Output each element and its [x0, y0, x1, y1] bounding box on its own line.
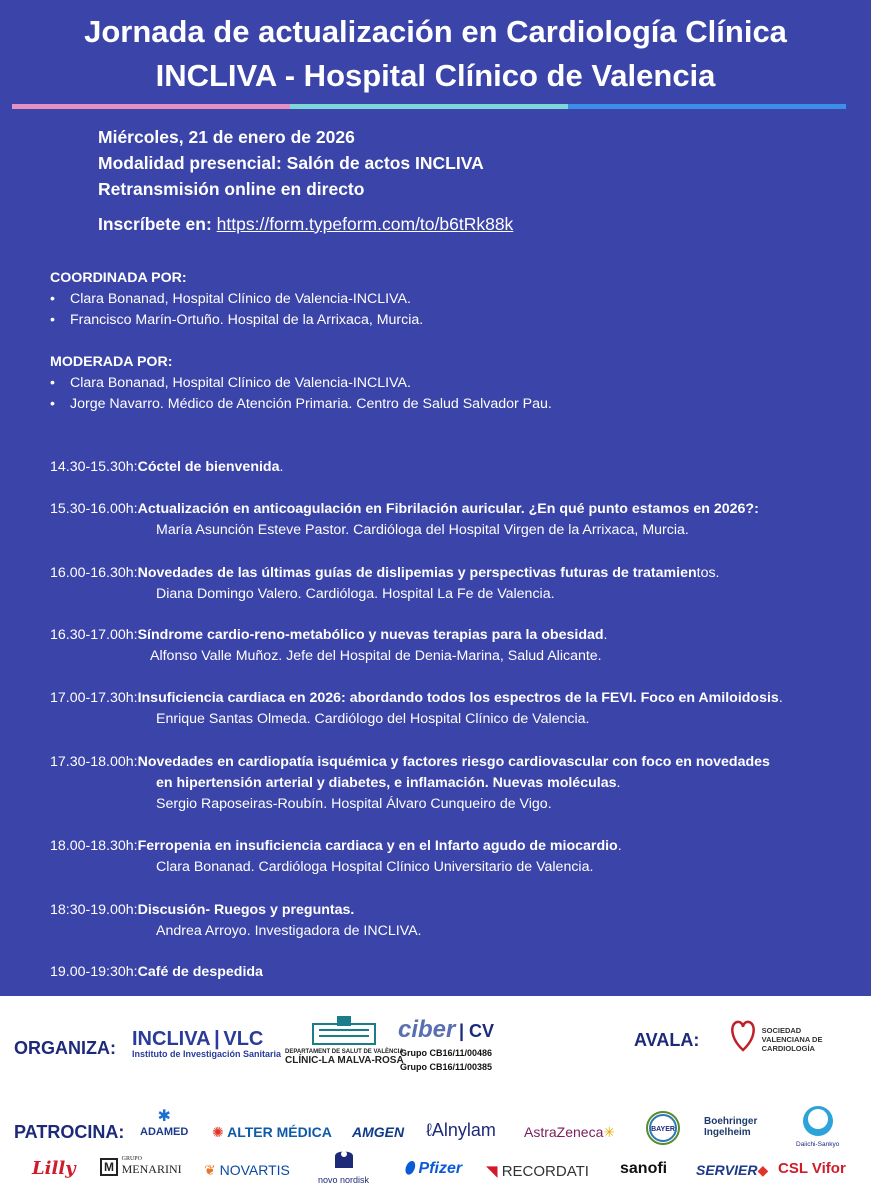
program-item	[50, 900, 850, 942]
novonordisk-name: novo nordisk	[318, 1175, 370, 1185]
program-title: Cóctel de bienvenida	[137, 459, 280, 475]
alnylam-logo	[426, 1120, 496, 1141]
recordati-name: RECORDATI	[501, 1163, 589, 1180]
program-time: 19.00-19:30h:	[50, 964, 138, 980]
sanofi-logo: sanofi	[620, 1160, 668, 1177]
ciber-group-2: Grupo CB16/11/00385	[400, 1062, 493, 1072]
hospital-building-icon	[309, 1014, 379, 1046]
menarini-logo	[100, 1156, 182, 1177]
program-suffix: .	[616, 775, 621, 791]
program-title: Novedades de las últimas guías de dislipemias y perspectivas futuras de tratamien	[137, 565, 697, 581]
ciber-name: ciber	[398, 1016, 456, 1043]
program-speaker: Diana Domingo Valero. Cardióloga. Hospital La Fe de Valencia.	[156, 586, 555, 602]
daiichi-circle-icon	[801, 1104, 835, 1138]
heart-icon	[728, 1014, 758, 1054]
program-time: 17.30-18.00h:	[50, 754, 138, 770]
recordati-icon: ◥	[486, 1163, 498, 1180]
snowflake-icon: ✱	[157, 1108, 171, 1125]
astrazeneca-name: AstraZeneca	[524, 1124, 604, 1140]
program-time: 16.30-17.00h:	[50, 627, 138, 643]
program-time: 15.30-16.00h:	[50, 501, 138, 517]
boehringer-logo: Boehringer Ingelheim	[704, 1116, 758, 1138]
ciber-cv: CV	[469, 1021, 495, 1041]
bayer-cross-icon	[645, 1110, 681, 1146]
moderator-item: • Jorge Navarro. Médico de Atención Primaria. Centro de Salud Salvador Pau.	[50, 394, 552, 415]
program-item	[50, 563, 850, 605]
incliva-subtitle: Instituto de Investigación Sanitaria	[132, 1049, 282, 1059]
bayer-text: BAYER	[651, 1126, 675, 1133]
daiichi-logo	[796, 1104, 839, 1148]
ciber-separator: |	[459, 1021, 470, 1041]
coordinator-item: • Clara Bonanad, Hospital Clínico de Valencia-INCLIVA.	[50, 289, 423, 310]
program-speaker: Enrique Santas Olmeda. Cardiólogo del Hospital Clínico de Valencia.	[156, 711, 590, 727]
moderated-heading: MODERADA POR:	[50, 354, 173, 370]
patrocina-label: PATROCINA:	[14, 1122, 125, 1142]
program-title: Síndrome cardio-reno-metabólico y nuevas terapias para la obesidad	[137, 627, 604, 643]
pfizer-pill-icon: ⬮	[404, 1160, 415, 1177]
program-speaker: Andrea Arroyo. Investigadora de INCLIVA.	[156, 923, 422, 939]
novonordisk-logo	[318, 1146, 369, 1185]
program-speaker: María Asunción Esteve Pastor. Cardióloga del Hospital Virgen de la Arrixaca, Murcia.	[156, 522, 689, 538]
program-suffix: .	[603, 627, 608, 643]
novartis-name: NOVARTIS	[219, 1162, 290, 1178]
adamed-name: ADAMED	[140, 1126, 189, 1138]
svc-line-3: CARDIOLOGÍA	[761, 1044, 815, 1053]
daiichi-name: Daiichi-Sankyo	[796, 1141, 840, 1148]
adamed-logo	[140, 1106, 188, 1138]
amgen-logo: AMGEN	[352, 1124, 405, 1140]
event-date: Miércoles, 21 de enero de 2026	[98, 127, 355, 147]
servier-logo	[696, 1162, 768, 1179]
sponsors-footer	[0, 996, 871, 1200]
astrazeneca-icon: ✳	[603, 1124, 616, 1140]
program-item	[50, 688, 850, 730]
coordinator-item: • Francisco Marín-Ortuño. Hospital de la Arrixaca, Murcia.	[50, 310, 423, 331]
divider-segment-blue	[568, 104, 846, 109]
program-item	[50, 752, 850, 815]
coordinated-heading: COORDINADA POR:	[50, 270, 187, 286]
program-time: 16.00-16.30h:	[50, 565, 138, 581]
moderator-item: • Clara Bonanad, Hospital Clínico de Valencia-INCLIVA.	[50, 373, 552, 394]
svc-line-2: VALENCIANA DE	[761, 1035, 823, 1044]
apis-bull-icon	[331, 1146, 357, 1172]
program-speaker: Alfonso Valle Muñoz. Jefe del Hospital de Denia-Marina, Salud Alicante.	[150, 648, 602, 664]
menarini-icon: M	[100, 1158, 118, 1176]
registration	[98, 211, 513, 237]
ciber-logo	[398, 1016, 494, 1044]
program-suffix: .	[279, 459, 284, 475]
program-title: Actualización en anticoagulación en Fibrilación auricular. ¿En qué punto estamos en 2026?:	[137, 501, 759, 517]
coordinated-section	[50, 268, 423, 331]
menarini-name: MENARINI	[121, 1162, 182, 1176]
menarini-grupo: GRUPO	[121, 1156, 142, 1162]
program-title: Café de despedida	[137, 964, 263, 980]
program-title: Ferropenia en insuficiencia cardiaca y en el Infarto agudo de miocardio	[137, 838, 618, 854]
program-speaker: Sergio Raposeiras-Roubín. Hospital Álvaro Cunqueiro de Vigo.	[156, 796, 552, 812]
program-suffix: .	[778, 690, 783, 706]
program-time: 18.00-18.30h:	[50, 838, 138, 854]
registration-label: Inscríbete en:	[98, 214, 212, 234]
program-item	[50, 499, 850, 541]
alnylam-icon: ℓ	[426, 1120, 432, 1140]
novartis-flame-icon: ❦	[204, 1162, 216, 1178]
program-suffix: .	[617, 838, 622, 854]
program-title-line2: en hipertensión arterial y diabetes, e inflamación. Nuevas moléculas	[156, 775, 617, 791]
organiza-label: ORGANIZA:	[14, 1038, 116, 1058]
recordati-logo	[486, 1162, 589, 1180]
lilly-logo: Lilly	[32, 1158, 76, 1179]
svc-line-1: SOCIEDAD	[761, 1026, 802, 1035]
alter-icon: ✺	[212, 1124, 224, 1140]
pfizer-name: Pfizer	[418, 1160, 463, 1177]
program-item	[50, 625, 850, 667]
program-suffix: tos.	[696, 565, 720, 581]
program-time: 18:30-19.00h:	[50, 902, 138, 918]
program-title: Novedades en cardiopatía isquémica y factores riesgo cardiovascular con foco en novedades	[137, 754, 770, 770]
astrazeneca-logo	[524, 1124, 615, 1141]
program-title: Insuficiencia cardiaca en 2026: abordando todos los espectros de la FEVI. Foco en Amiloidosis	[137, 690, 779, 706]
incliva-logo	[132, 1028, 281, 1059]
program-item	[50, 457, 850, 478]
moderated-section	[50, 352, 552, 415]
pfizer-logo	[404, 1160, 462, 1178]
ciber-group-1: Grupo CB16/11/00486	[400, 1048, 493, 1058]
program-item	[50, 836, 850, 878]
servier-name: SERVIER	[696, 1162, 758, 1178]
incliva-separator: |	[214, 1028, 220, 1050]
program-time: 17.00-17.30h:	[50, 690, 138, 706]
divider-segment-pink	[12, 104, 290, 109]
registration-link[interactable]: https://form.typeform.com/to/b6tRk88k	[216, 214, 514, 234]
page-title: Jornada de actualización en Cardiología Clínica	[84, 14, 787, 49]
program-item	[50, 962, 850, 983]
program-title: Discusión- Ruegos y preguntas.	[137, 902, 355, 918]
altermedica-logo	[212, 1124, 332, 1141]
color-divider	[12, 104, 846, 109]
malvarrosa-logo	[285, 1014, 404, 1066]
malvarrosa-name: CLÍNIC-LA MALVA-ROSA	[285, 1055, 404, 1066]
incliva-name: INCLIVA	[132, 1028, 211, 1050]
novartis-logo	[204, 1162, 290, 1179]
page-subtitle: INCLIVA - Hospital Clínico de Valencia	[155, 58, 716, 93]
event-mode: Modalidad presencial: Salón de actos INCLIVA	[98, 153, 484, 173]
incliva-vlc: VLC	[223, 1028, 264, 1050]
cslvifor-logo: CSL Vifor	[778, 1160, 846, 1177]
avala-label: AVALA:	[634, 1030, 700, 1050]
program-title-cont	[50, 773, 850, 794]
svc-logo	[728, 1014, 822, 1054]
divider-segment-teal	[290, 104, 568, 109]
altermedica-name: ALTER MÉDICA	[227, 1124, 332, 1140]
event-stream: Retransmisión online en directo	[98, 179, 365, 199]
program-time: 14.30-15.30h:	[50, 459, 138, 475]
alnylam-name: Alnylam	[431, 1120, 496, 1140]
servier-icon: ◆	[757, 1162, 769, 1178]
program-speaker: Clara Bonanad. Cardióloga Hospital Clínico Universitario de Valencia.	[156, 859, 594, 875]
bayer-logo	[645, 1110, 681, 1149]
malvarrosa-dept: DEPARTAMENT DE SALUT DE VALÈNCIA	[285, 1049, 404, 1055]
